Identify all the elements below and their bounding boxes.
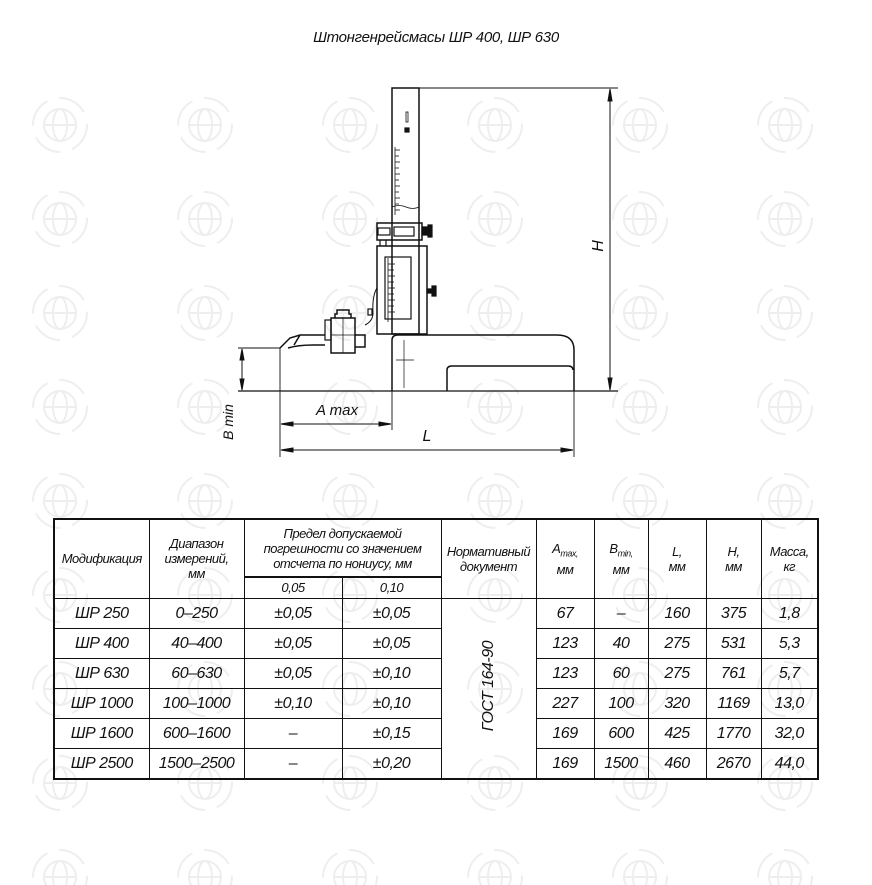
table-row: [54, 598, 818, 628]
cell-e005: ±0,05: [244, 628, 342, 658]
cell-mod: ШР 250: [54, 598, 149, 628]
cell-range: 60–630: [149, 658, 244, 688]
header-l: L, мм: [648, 519, 706, 598]
cell-range: 0–250: [149, 598, 244, 628]
cell-b: 600: [594, 718, 648, 748]
watermark-globe-icon: [178, 850, 232, 885]
watermark-globe-icon: [323, 850, 377, 885]
cell-m: 32,0: [761, 718, 818, 748]
slider-clamp: [377, 223, 422, 240]
cell-b: 40: [594, 628, 648, 658]
cell-e010: ±0,05: [342, 598, 441, 628]
cell-m: 5,3: [761, 628, 818, 658]
header-mass: Масса, кг: [761, 519, 818, 598]
table-row: [54, 658, 818, 688]
cell-range: 40–400: [149, 628, 244, 658]
cell-b: –: [594, 598, 648, 628]
dimension-a-max: [281, 422, 391, 426]
header-error-005: 0,05: [244, 577, 342, 598]
header-a-max: $A_{max,}$ мм: [536, 519, 594, 598]
cell-range: 100–1000: [149, 688, 244, 718]
cell-document: ГОСТ 164-90: [441, 598, 536, 779]
watermark-globe-icon: [33, 850, 87, 885]
header-modification: Модификация: [54, 519, 149, 598]
cell-range: 1500–2500: [149, 748, 244, 779]
base-cutout: [447, 366, 573, 391]
header-b-min: $B_{min,}$ мм: [594, 519, 648, 598]
cell-mod: ШР 1000: [54, 688, 149, 718]
cell-e005: ±0,05: [244, 598, 342, 628]
label-l: L: [422, 428, 432, 445]
header-error: Предел допускаемой погрешности со значением отсчета по нониусу, мм: [244, 519, 441, 577]
cell-e010: ±0,10: [342, 658, 441, 688]
label-h: H: [590, 240, 607, 252]
dimension-b-min: [240, 349, 244, 390]
scriber-arm: [280, 335, 365, 348]
cell-b: 1500: [594, 748, 648, 779]
cell-e005: –: [244, 748, 342, 779]
beam: [392, 88, 419, 334]
cell-m: 13,0: [761, 688, 818, 718]
dimension-l: [281, 448, 573, 452]
cell-e010: ±0,05: [342, 628, 441, 658]
cell-mod: ШР 630: [54, 658, 149, 688]
cell-mod: ШР 2500: [54, 748, 149, 779]
table-row: [54, 688, 818, 718]
cell-h: 761: [706, 658, 761, 688]
clamp-knob: [422, 225, 432, 237]
frame-knob: [427, 286, 436, 296]
cell-e010: ±0,15: [342, 718, 441, 748]
scriber-knob: [335, 310, 351, 318]
dimension-h: [608, 89, 612, 390]
cell-h: 2670: [706, 748, 761, 779]
cell-h: 375: [706, 598, 761, 628]
cell-b: 60: [594, 658, 648, 688]
cell-h: 531: [706, 628, 761, 658]
cell-l: 160: [648, 598, 706, 628]
cell-a: 67: [536, 598, 594, 628]
cell-a: 227: [536, 688, 594, 718]
header-error-010: 0,10: [342, 577, 441, 598]
cell-e005: –: [244, 718, 342, 748]
cell-l: 425: [648, 718, 706, 748]
base: [392, 335, 574, 391]
table-row: [54, 628, 818, 658]
cell-m: 44,0: [761, 748, 818, 779]
cell-l: 460: [648, 748, 706, 779]
cell-mod: ШР 400: [54, 628, 149, 658]
cell-a: 169: [536, 718, 594, 748]
watermark-globe-icon: [613, 850, 667, 885]
cell-e005: ±0,10: [244, 688, 342, 718]
cell-e010: ±0,20: [342, 748, 441, 779]
table-row: [54, 718, 818, 748]
watermark-globe-icon: [758, 850, 812, 885]
cell-m: 1,8: [761, 598, 818, 628]
cell-e005: ±0,05: [244, 658, 342, 688]
page-title: Штонгенрейсмасы ШР 400, ШР 630: [313, 29, 559, 46]
label-b-min: B min: [220, 404, 236, 440]
header-document: Нормативный документ: [441, 519, 536, 598]
specifications-table: [53, 518, 819, 780]
cell-range: 600–1600: [149, 718, 244, 748]
cell-l: 320: [648, 688, 706, 718]
cell-b: 100: [594, 688, 648, 718]
watermark-globe-icon: [468, 850, 522, 885]
scale-ticks: [392, 147, 419, 215]
cell-h: 1770: [706, 718, 761, 748]
cell-l: 275: [648, 658, 706, 688]
cell-l: 275: [648, 628, 706, 658]
beam-mark: [405, 128, 409, 132]
table-row: [54, 748, 818, 779]
cell-m: 5,7: [761, 658, 818, 688]
header-h: H, мм: [706, 519, 761, 598]
label-a-max: A max: [316, 402, 358, 419]
cell-h: 1169: [706, 688, 761, 718]
cell-a: 123: [536, 628, 594, 658]
cell-e010: ±0,10: [342, 688, 441, 718]
header-range: Диапазон измерений, мм: [149, 519, 244, 598]
beam-mark: [406, 112, 408, 122]
cell-a: 169: [536, 748, 594, 779]
cell-mod: ШР 1600: [54, 718, 149, 748]
cell-a: 123: [536, 658, 594, 688]
